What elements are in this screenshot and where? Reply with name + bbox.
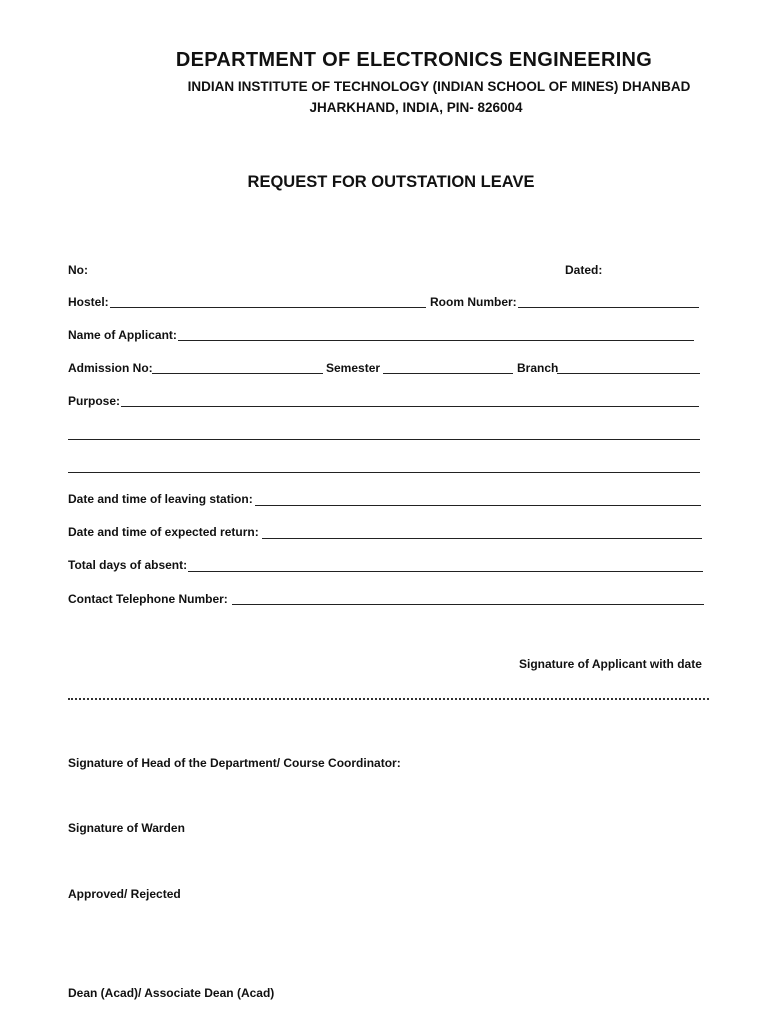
no-label: No: (68, 263, 88, 277)
purpose-field[interactable] (121, 406, 699, 407)
approval-status-label: Approved/ Rejected (68, 887, 181, 901)
dated-label: Dated: (565, 263, 603, 277)
department-title: DEPARTMENT OF ELECTRONICS ENGINEERING (175, 49, 653, 71)
return-datetime-label: Date and time of expected return: (68, 525, 259, 539)
form-title: REQUEST FOR OUTSTATION LEAVE (247, 173, 535, 191)
hostel-label: Hostel: (68, 295, 109, 309)
purpose-field-line-3[interactable] (68, 472, 700, 473)
contact-number-label: Contact Telephone Number: (68, 592, 228, 606)
hostel-field[interactable] (110, 307, 426, 308)
applicant-name-label: Name of Applicant: (68, 328, 177, 342)
return-datetime-field[interactable] (262, 538, 702, 539)
total-days-label: Total days of absent: (68, 558, 188, 572)
admission-no-field[interactable] (152, 373, 323, 374)
section-divider (68, 698, 709, 700)
semester-field[interactable] (383, 373, 513, 374)
applicant-name-field[interactable] (178, 340, 694, 341)
branch-field[interactable] (557, 373, 700, 374)
purpose-field-line-2[interactable] (68, 439, 700, 440)
hod-signature-label: Signature of Head of the Department/ Course Coordinator: (68, 756, 401, 770)
institute-address: JHARKHAND, INDIA, PIN- 826004 (309, 100, 523, 115)
warden-signature-label: Signature of Warden (68, 821, 185, 835)
leaving-datetime-label: Date and time of leaving station: (68, 492, 253, 506)
contact-number-field[interactable] (232, 604, 704, 605)
room-number-label: Room Number: (430, 295, 517, 309)
room-number-field[interactable] (518, 307, 699, 308)
applicant-signature-label: Signature of Applicant with date (519, 657, 702, 671)
dean-label: Dean (Acad)/ Associate Dean (Acad) (68, 986, 275, 1000)
purpose-label: Purpose: (68, 394, 121, 408)
branch-label: Branch (517, 361, 559, 375)
leaving-datetime-field[interactable] (255, 505, 701, 506)
total-days-field[interactable] (188, 571, 703, 572)
institute-name: INDIAN INSTITUTE OF TECHNOLOGY (INDIAN SCHOOL OF MINES) DHANBAD (187, 79, 691, 94)
semester-label: Semester (326, 361, 381, 375)
admission-no-label: Admission No: (68, 361, 153, 375)
